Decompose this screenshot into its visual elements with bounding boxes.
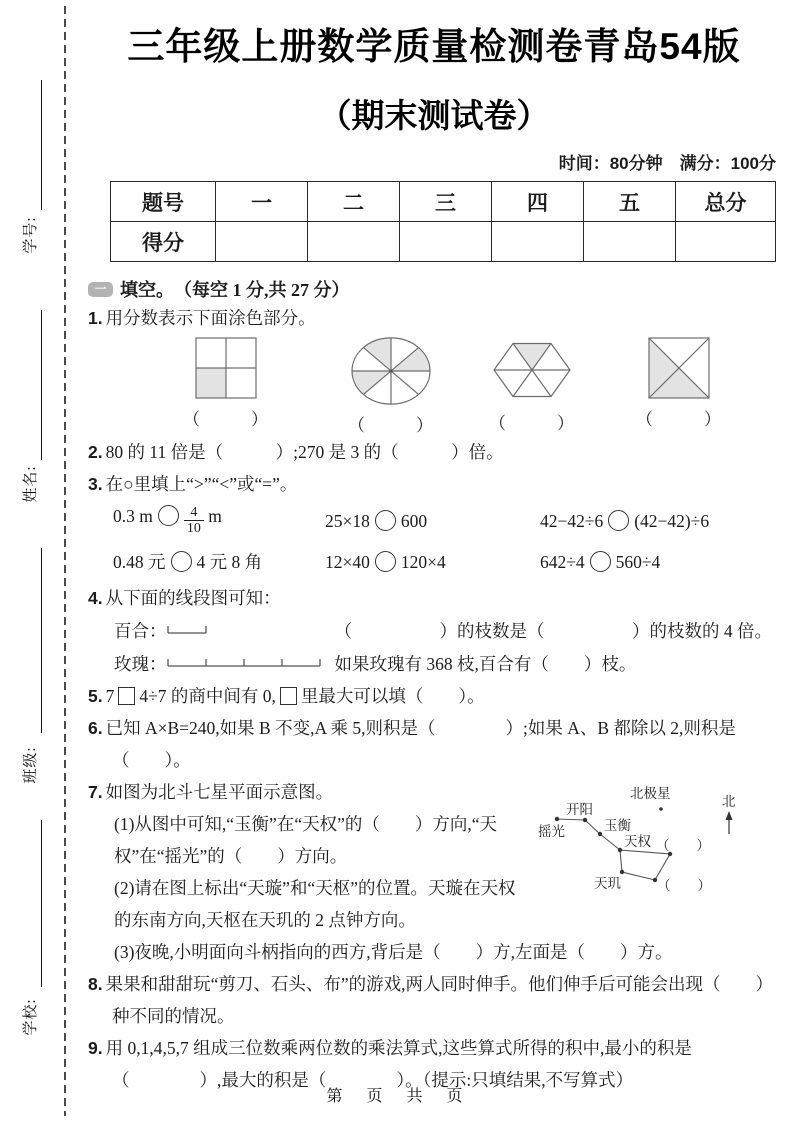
compare-circle (375, 551, 396, 572)
star-label-tianquan: 天权 (624, 834, 651, 849)
question-4-number: 4. (88, 588, 103, 608)
table-row (111, 222, 776, 262)
score-row-label: 得分 (111, 222, 216, 262)
segment-row-lily (88, 614, 780, 647)
side-label-student-id: 学号: (23, 216, 39, 254)
compare-circle (608, 510, 629, 531)
fraction-shape-square-grid (183, 337, 268, 436)
fold-dashed-line (64, 6, 66, 1116)
question-6-number: 6. (88, 718, 103, 738)
question-6 (88, 712, 780, 776)
score-table (110, 181, 776, 262)
question-2-text: 80 的 11 倍是（ ）;270 是 3 的（ ）倍。 (105, 442, 504, 462)
fraction-shape-circle (348, 337, 433, 436)
compare-circle (171, 551, 192, 572)
answer-blank: （ ） (636, 410, 721, 429)
expression-right: 600 (400, 510, 428, 531)
section-1-header (88, 276, 780, 302)
circle-sectors-figure (351, 337, 431, 405)
student-info-writing-line (41, 820, 42, 987)
score-cell-empty (400, 222, 492, 262)
question-8-number: 8. (88, 974, 103, 994)
comparison-grid (113, 500, 780, 582)
fraction-denominator: 10 (184, 520, 204, 537)
question-7-sub3: (3)夜晚,小明面向斗柄指向的西方,背后是（ ）方,左面是（ ）方。 (114, 942, 673, 962)
comparison-row-2 (113, 541, 780, 582)
question-5-part3: 里最大可以填（ ）。 (300, 686, 485, 706)
fraction-numerator: 4 (190, 504, 198, 520)
expression-left: 12×40 (325, 551, 370, 572)
hexagon-triangles-figure (492, 337, 572, 403)
expression-suffix: m (208, 505, 222, 526)
star-blank-1: （ ） (656, 838, 710, 853)
big-dipper-diagram (530, 782, 780, 914)
rose-segment (167, 653, 335, 674)
star-label-yuheng: 玉衡 (604, 818, 631, 833)
comparison-item (540, 510, 709, 532)
side-label-class: 班级: (23, 746, 39, 784)
expression-left: 25×18 (325, 510, 370, 531)
star-label-polaris: 北极星 (630, 786, 671, 801)
score-table-corner: 题号 (111, 182, 216, 222)
fraction-shapes-row (88, 337, 780, 436)
expression-right: 120×4 (400, 551, 446, 572)
question-2-number: 2. (88, 442, 103, 462)
question-7-text: 如图为北斗七星平面示意图。 (105, 782, 334, 802)
fraction-shape-square-diagonals (636, 337, 721, 436)
question-9-text: 用 0,1,4,5,7 组成三位数乘两位数的乘法算式,这些算式所得的积中,最小的积是（ ）,最大的积是（ ）。（提示:只填结果,不写算式） (105, 1038, 692, 1090)
question-3-number: 3. (88, 474, 103, 494)
comparison-item (325, 510, 540, 532)
question-1-text: 用分数表示下面涂色部分。 (105, 308, 316, 328)
question-7-number: 7. (88, 782, 103, 802)
score-col-2: 二 (308, 182, 400, 222)
question-5-part2: 4÷7 的商中间有 0, (139, 686, 276, 706)
question-1-number: 1. (88, 308, 103, 328)
answer-blank: （ ） (183, 410, 268, 429)
question-5-number: 5. (88, 686, 103, 706)
expression-right: 560÷4 (615, 551, 661, 572)
question-5 (88, 680, 780, 712)
score-col-3: 三 (400, 182, 492, 222)
score-cell-empty (584, 222, 676, 262)
star-label-tianji: 天玑 (594, 876, 621, 891)
north-label: 北 (722, 794, 736, 809)
compare-circle (375, 510, 396, 531)
expression-left: 42−42÷6 (540, 510, 604, 531)
question-8 (88, 968, 780, 1032)
exam-meta: 时间：80分钟 满分：100分 (558, 154, 776, 173)
answer-blank: （ ） (348, 416, 433, 435)
fraction-4-10 (184, 506, 204, 537)
expression-left: 642÷4 (540, 551, 585, 572)
rose-label: 玫瑰： (114, 654, 167, 674)
comparison-item (113, 505, 325, 537)
question-9-number: 9. (88, 1038, 103, 1058)
side-label-name: 姓名: (23, 465, 39, 503)
score-col-4: 四 (492, 182, 584, 222)
expression-right: 4 元 8 角 (196, 552, 263, 572)
question-2 (88, 436, 780, 468)
lily-label: 百合： (114, 621, 167, 641)
expression-left: 0.48 元 (113, 552, 166, 572)
page-title: 三年级上册数学质量检测卷青岛54版 (127, 26, 741, 67)
score-cell-empty (676, 222, 776, 262)
blank-box (280, 687, 297, 705)
question-4 (88, 582, 780, 614)
score-cell-empty (216, 222, 308, 262)
page-footer: 第 页 共 页 (326, 1088, 467, 1105)
lily-segment (167, 620, 335, 641)
question-3 (88, 468, 780, 500)
expression-right: (42−42)÷6 (634, 510, 710, 531)
question-1 (88, 302, 780, 334)
score-col-total: 总分 (676, 182, 776, 222)
answer-blank: （ ） (489, 414, 574, 433)
page-subtitle: （期末测试卷） (318, 97, 550, 134)
expression-left: 0.3 m (113, 505, 153, 526)
score-cell-empty (492, 222, 584, 262)
student-info-writing-line (41, 310, 42, 460)
score-col-5: 五 (584, 182, 676, 222)
section-title: 填空。 (120, 280, 174, 300)
rose-segment-figure (167, 655, 335, 669)
segment-row-rose (88, 647, 780, 680)
square-diagonals-figure (648, 337, 710, 399)
question-4-line1: （ ）的枝数是（ ）的枝数的 4 倍。 (334, 621, 772, 641)
compare-circle (158, 505, 179, 526)
question-4-text: 从下面的线段图可知： (105, 588, 281, 608)
star-label-yaoguang: 摇光 (538, 824, 565, 839)
student-info-writing-line (41, 80, 42, 210)
question-7-block (88, 776, 780, 968)
blank-box (118, 687, 135, 705)
question-7-sub2: (2)请在图上标出“天璇”和“天枢”的位置。天璇在天权的东南方向,天枢在天玑的 2 点钟方向。 (114, 878, 516, 930)
score-col-1: 一 (216, 182, 308, 222)
square-grid-figure (195, 337, 257, 399)
comparison-item (325, 551, 540, 573)
star-label-kaiyang: 开阳 (566, 802, 593, 817)
student-info-writing-line (41, 548, 42, 733)
question-4-line2: 如果玫瑰有 368 枝,百合有（ ）枝。 (334, 654, 637, 674)
compare-circle (590, 551, 611, 572)
table-row (111, 182, 776, 222)
score-cell-empty (308, 222, 400, 262)
section-number-badge: 一 (88, 282, 113, 297)
question-7-sub1: (1)从图中可知,“玉衡”在“天权”的（ ）方向,“天权”在“摇光”的（ ）方向。 (114, 814, 497, 866)
section-points-note: （每空 1 分,共 27 分） (174, 280, 350, 300)
side-label-school: 学校: (23, 998, 39, 1036)
comparison-item (113, 549, 325, 574)
question-6-text: 已知 A×B=240,如果 B 不变,A 乘 5,则积是（ ）;如果 A、B 都除以 2,则积是（ ）。 (105, 718, 736, 770)
question-3-text: 在○里填上“>”“<”或“=”。 (105, 474, 298, 494)
question-8-text: 果果和甜甜玩“剪刀、石头、布”的游戏,两人同时伸手。他们伸手后可能会出现（ ）种不同的情况。 (105, 974, 774, 1026)
question-5-part1: 7 (105, 686, 115, 706)
fraction-shape-hexagon (489, 337, 574, 436)
comparison-row-1 (113, 500, 780, 541)
star-blank-2: （ ） (657, 878, 711, 893)
lily-segment-figure (167, 622, 335, 636)
comparison-item (540, 551, 660, 573)
